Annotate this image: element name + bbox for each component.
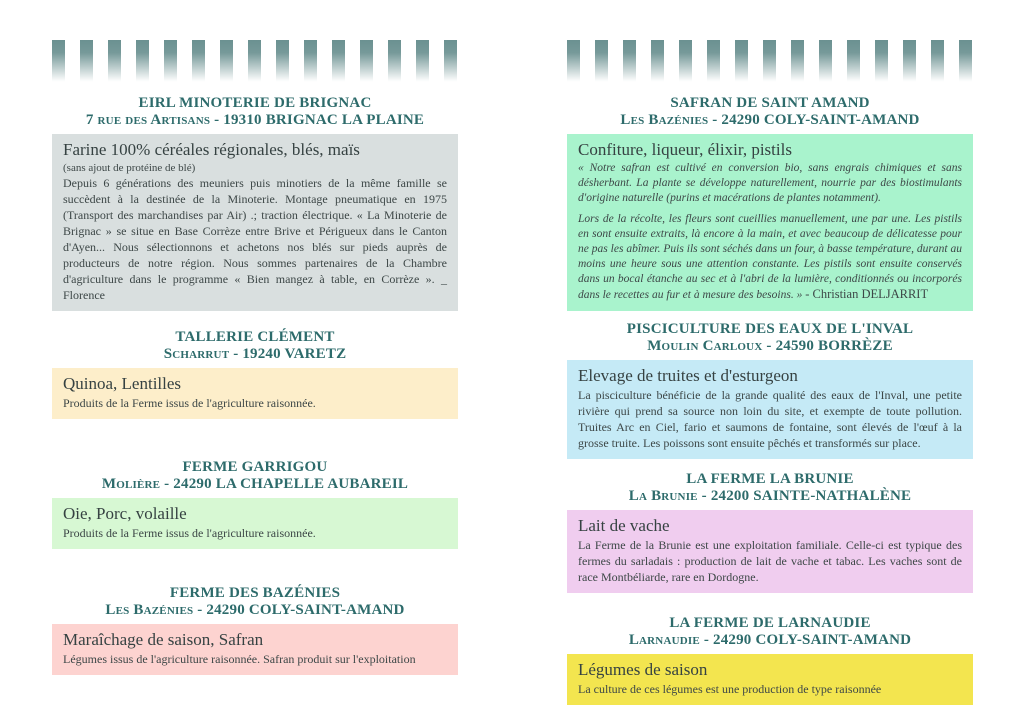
- producer-entry: [567, 615, 973, 705]
- entry-header: [567, 95, 973, 129]
- author-credit: - Christian DELJARRIT: [805, 287, 929, 301]
- product-description: Produits de la Ferme issus de l'agriculture raisonnée.: [63, 526, 316, 540]
- producer-entry: [567, 471, 973, 593]
- product-description: La Ferme de la Brunie est une exploitation familiale. Celle-ci est typique des fermes du sarladais : production de lait de vache et tabac. Les vaches sont de race Montbéliarde, rare en Dordogne.: [578, 538, 962, 584]
- producer-name: SAFRAN DE SAINT AMAND: [670, 95, 870, 111]
- quote-paragraph: [578, 212, 962, 303]
- producer-address: Scharrut - 19240 VARETZ: [163, 346, 347, 362]
- producer-address: Molière - 24290 LA CHAPELLE AUBAREIL: [101, 476, 409, 492]
- product-box: [52, 498, 458, 549]
- right-column: [567, 0, 973, 705]
- product-description: Produits de la Ferme issus de l'agriculture raisonnée.: [63, 396, 316, 410]
- product-heading: Farine 100% céréales régionales, blés, maïs: [63, 140, 360, 159]
- entry-header: [52, 585, 458, 619]
- entry-header: [52, 459, 458, 493]
- producer-name: FERME DES BAZÉNIES: [169, 585, 341, 601]
- quote-paragraph: « Notre safran est cultivé en conversion bio, sans engrais chimiques et sans désherbant. La plante se développe naturellement, nourrie par des biostimulants d'origine naturelle (purins et macérations de plantes notamment).: [578, 162, 962, 204]
- quote-text: Lors de la récolte, les fleurs sont cueillies manuellement, une par une. Les pistils en sont ensuite extraits, là encore à la main, et avec beaucoup de délicatesse pour ne pas les abîmer. Puis ils sont séchés dans un four, à basse température, durant au moins une heure sous une attention constante. Les pistils sont ensuite conservés dans un bocal étanche au sec et à l'abri de la lumière, conditionnés ou incorporés dans le recettes au fur et à mesure des besoins. »: [578, 213, 962, 301]
- producer-entry: [567, 95, 973, 311]
- product-heading: Maraîchage de saison, Safran: [63, 630, 264, 649]
- producer-name: EIRL MINOTERIE DE BRIGNAC: [138, 95, 372, 111]
- producer-entry: [52, 459, 458, 549]
- product-heading: Confiture, liqueur, élixir, pistils: [578, 140, 792, 159]
- product-subheading: (sans ajout de protéine de blé): [63, 162, 196, 174]
- left-column: [52, 0, 458, 675]
- producer-name: FERME GARRIGOU: [182, 459, 328, 475]
- product-box: [567, 654, 973, 705]
- product-description: La culture de ces légumes est une production de type raisonnée: [578, 682, 882, 696]
- entry-header: [567, 615, 973, 649]
- producer-address: Moulin Carloux - 24590 BORRÈZE: [647, 338, 893, 354]
- product-box: [567, 134, 973, 311]
- product-description: Depuis 6 générations des meuniers puis minotiers de la même famille se succèdent à la destinée de la Minoterie. Montage pneumatique en 1975 (Transport des marchandises par Air) .; traction électrique. « La Minoterie de Brignac » se situe en Base Corrèze entre Brive et Périgueux dans le Canton d'Ayen... Nous sélectionnons et achetons nos blés sur pieds auprès de producteurs de notre région. Nous sommes partenaires de la Chambre d'agriculture dans le programme « Bien mangez à table, en Corrèze ». _ Florence: [63, 176, 447, 302]
- product-heading: Quinoa, Lentilles: [63, 374, 182, 393]
- product-heading: Oie, Porc, volaille: [63, 504, 187, 523]
- producer-address: Larnaudie - 24290 COLY-SAINT-AMAND: [628, 632, 912, 648]
- producer-address: Les Bazénies - 24290 COLY-SAINT-AMAND: [105, 602, 405, 618]
- entry-header: [567, 321, 973, 355]
- product-description: La pisciculture bénéficie de la grande qualité des eaux de l'Inval, une petite rivière qui prend sa source non loin du site, et exempte de toute pollution. Truites Arc en Ciel, fario et saumons de fontaine, sont élevés de l'œuf à la grosse truite. Les poissons sont ensuite pêchés et transformés sur place.: [578, 388, 962, 450]
- product-heading: Lait de vache: [578, 516, 670, 535]
- entry-header: [52, 329, 458, 363]
- product-heading: Elevage de truites et d'esturgeon: [578, 366, 798, 385]
- producer-address: 7 rue des Artisans - 19310 BRIGNAC LA PLAINE: [85, 112, 425, 128]
- producer-name: PISCICULTURE DES EAUX DE L'INVAL: [626, 321, 914, 337]
- producer-name: TALLERIE CLÉMENT: [175, 329, 335, 345]
- product-heading: Légumes de saison: [578, 660, 708, 679]
- entry-header: [567, 471, 973, 505]
- product-box: [52, 624, 458, 675]
- producer-address: La Brunie - 24200 SAINTE-NATHALÈNE: [628, 488, 912, 504]
- producer-entry: [52, 585, 458, 675]
- producer-entry: [567, 321, 973, 459]
- entry-header: [52, 95, 458, 129]
- producer-entry: [52, 329, 458, 419]
- producer-entry: [52, 95, 458, 311]
- product-box: [567, 360, 973, 459]
- product-box: [567, 510, 973, 593]
- producer-name: LA FERME DE LARNAUDIE: [669, 615, 871, 631]
- producer-name: LA FERME LA BRUNIE: [686, 471, 854, 487]
- product-box: [52, 134, 458, 311]
- producer-address: Les Bazénies - 24290 COLY-SAINT-AMAND: [620, 112, 920, 128]
- decorative-comb-border: [52, 40, 458, 86]
- product-description: Légumes issus de l'agriculture raisonnée. Safran produit sur l'exploitation: [63, 652, 416, 666]
- decorative-comb-border: [567, 40, 973, 86]
- product-box: [52, 368, 458, 419]
